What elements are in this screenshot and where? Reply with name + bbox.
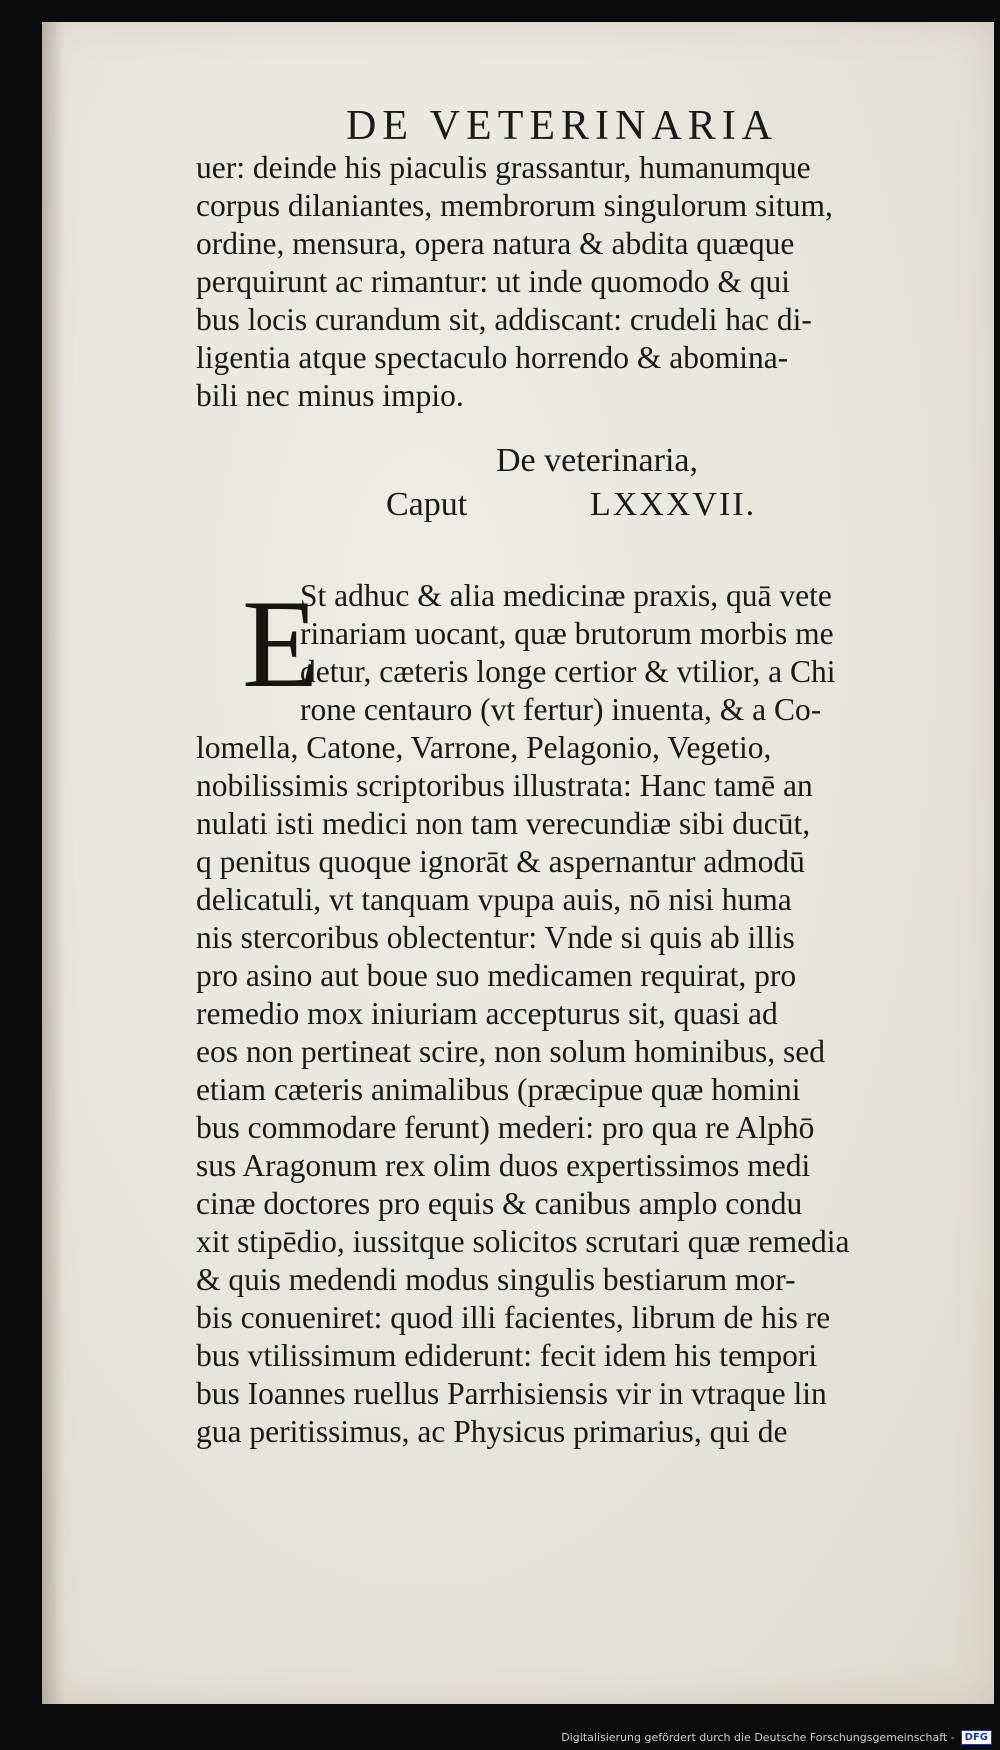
text-line: detur, cæteris longe certior & vtilior, a Chi <box>300 654 836 689</box>
text-line: q penitus quoque ignorāt & aspernantur admodū <box>196 844 805 879</box>
text-line: rinariam uocant, quæ brutorum morbis me <box>300 616 834 651</box>
text-line: bus Ioannes ruellus Parrhisiensis vir in vtraque lin <box>196 1376 827 1411</box>
text-line: cinæ doctores pro equis & canibus amplo condu <box>196 1186 803 1221</box>
text-line: bus vtilissimum ediderunt: fecit idem his tempori <box>196 1338 818 1373</box>
text-line: gua peritissimus, ac Physicus primarius, qui de <box>196 1414 788 1449</box>
text-line: corpus dilaniantes, membrorum singulorum situm, <box>196 188 833 223</box>
running-head: DE VETERINARIA <box>346 103 779 149</box>
text-line: bus commodare ferunt) mederi: pro qua re Alphō <box>196 1110 815 1145</box>
text-line: uer: deinde his piaculis grassantur, humanumque <box>196 150 811 185</box>
text-line: perquirunt ac rimantur: ut inde quomodo & qui <box>196 264 791 299</box>
text-line: remedio mox iniuriam accepturus sit, quasi ad <box>196 996 778 1031</box>
text-line: bus locis curandum sit, addiscant: crudeli hac di- <box>196 302 812 337</box>
text-line: eos non pertineat scire, non solum hominibus, sed <box>196 1034 826 1069</box>
text-line: pro asino aut boue suo medicamen requirat, pro <box>196 958 797 993</box>
text-line: xit stipēdio, iussitque solicitos scrutari quæ remedia <box>196 1224 850 1259</box>
text-line: sus Aragonum rex olim duos expertissimos medi <box>196 1148 811 1183</box>
text-line: nulati isti medici non tam verecundiæ sibi ducūt, <box>196 806 811 841</box>
text-line: delicatuli, vt tanquam vpupa auis, nō nisi huma <box>196 882 792 917</box>
text-line: etiam cæteris animalibus (præcipue quæ homini <box>196 1072 801 1107</box>
text-line: rone centauro (vt fertur) inuenta, & a Co- <box>300 692 822 727</box>
text-line: ordine, mensura, opera natura & abdita quæque <box>196 226 795 261</box>
footer-bar <box>0 1725 1000 1750</box>
book-page <box>42 22 994 1704</box>
dfg-logo: DFG <box>961 1730 992 1745</box>
text-line: St adhuc & alia medicinæ praxis, quā vete <box>300 578 832 613</box>
chapter-number: LXXXVII. <box>590 486 757 523</box>
text-line: ligentia atque spectaculo horrendo & abomina- <box>196 340 789 375</box>
chapter-label: Caput <box>386 486 468 523</box>
text-line: & quis medendi modus singulis bestiarum mor- <box>196 1262 796 1297</box>
text-line: nis stercoribus oblectentur: Vnde si quis ab illis <box>196 920 795 955</box>
chapter-title: De veterinaria, <box>496 442 698 479</box>
text-line: bili nec minus impio. <box>196 378 464 413</box>
text-line: bis conueniret: quod illi facientes, librum de his re <box>196 1300 831 1335</box>
digitization-credit: Digitalisierung gefördert durch die Deutsche Forschungsgemeinschaft - <box>561 1731 955 1744</box>
text-line: lomella, Catone, Varrone, Pelagonio, Vegetio, <box>196 730 772 765</box>
text-line: nobilissimis scriptoribus illustrata: Hanc tamē an <box>196 768 813 803</box>
gutter-shadow <box>42 22 64 1704</box>
drop-cap-initial: E <box>242 575 319 714</box>
